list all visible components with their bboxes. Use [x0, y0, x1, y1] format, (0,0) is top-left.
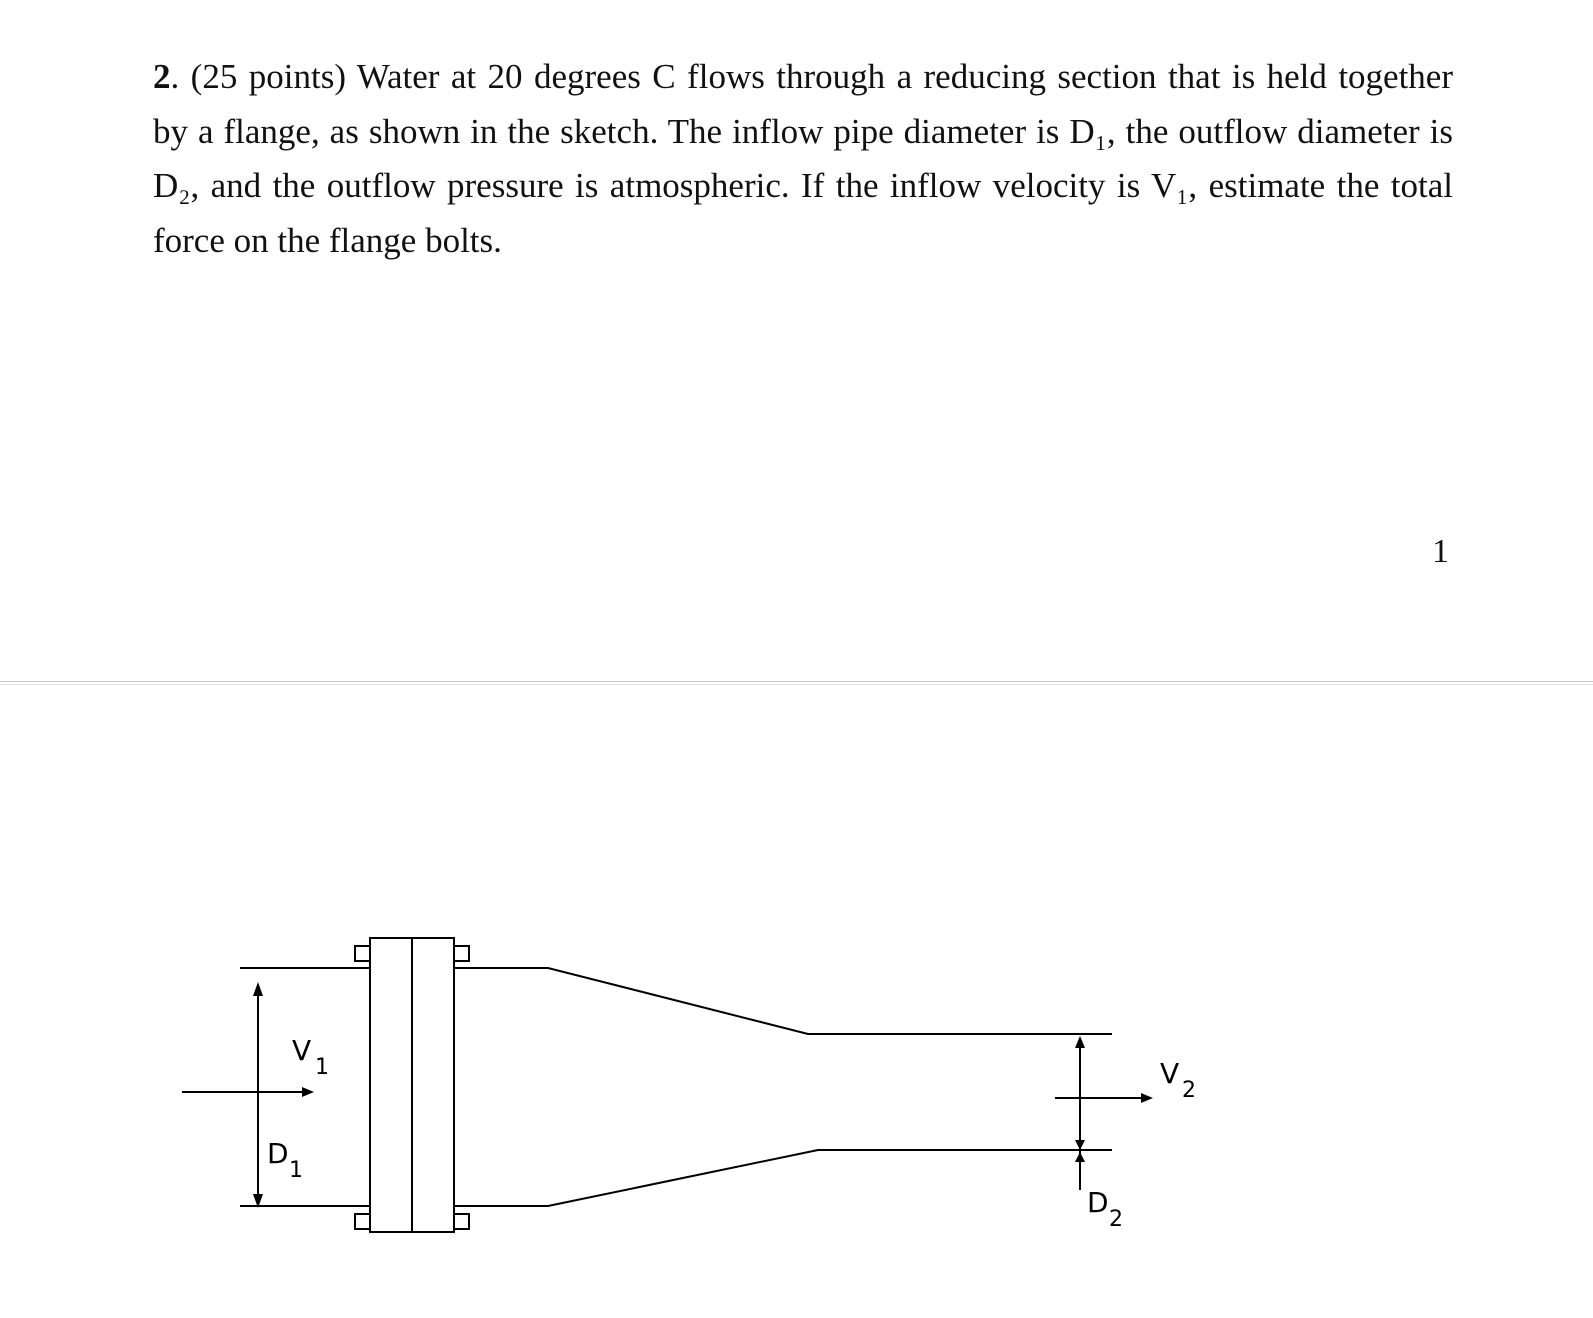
bolt-head-top-left [355, 946, 370, 961]
flange-plate-left [370, 938, 412, 1232]
v1-label: V [292, 1034, 312, 1067]
v2-label-subscript: 2 [1182, 1078, 1196, 1103]
bolt-head-bottom-left [355, 1214, 370, 1229]
d1-label: D [267, 1137, 289, 1170]
d2-arrowhead-lower-top [1075, 1152, 1085, 1162]
d2-label: D [1087, 1186, 1109, 1219]
v1-arrowhead [302, 1087, 314, 1097]
bolt-head-bottom-right [454, 1214, 469, 1229]
reducer-bottom-wall [454, 1150, 1112, 1206]
reducer-top-wall [454, 968, 1112, 1034]
d2-label-subscript: 2 [1109, 1207, 1123, 1232]
page-number: 1 [1432, 533, 1449, 570]
v2-arrowhead [1141, 1093, 1153, 1103]
problem-number: 2 [153, 57, 171, 96]
d1-label-subscript: 1 [289, 1158, 303, 1183]
bolt-head-top-right [454, 946, 469, 961]
d1-arrowhead-top [253, 982, 263, 996]
v2-label: V [1160, 1057, 1180, 1090]
flange-plate-right [412, 938, 454, 1232]
v1-label-subscript: 1 [315, 1055, 329, 1080]
problem-text: . (25 points) Water at 20 degrees C flows through a reducing section that is held together by a flange, as shown in the sketch. The inflow pipe diameter is D₁, the outflow diameter is D₂, and the outflow pressure is atmospheric. If the inflow velocity is V₁, estimate the total force on the flange bolts. [153, 57, 1453, 260]
d2-arrowhead-bottom [1075, 1140, 1085, 1150]
d2-arrowhead-top [1075, 1036, 1085, 1048]
